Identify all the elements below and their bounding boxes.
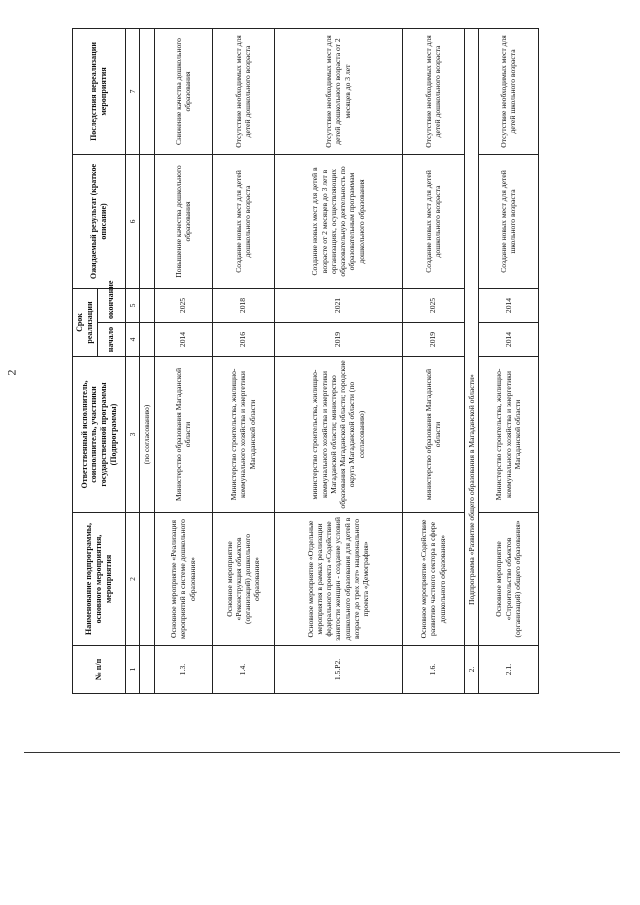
column-number: 3 xyxy=(126,357,140,513)
row-consequence: Отсутствие необходимых мест для детей дошкольного возраста от 2 месяцев до 3 лет xyxy=(274,28,402,154)
subprogram-row xyxy=(464,28,478,693)
header-name: Наименование подпрограммы, основного мероприятия, мероприятия xyxy=(73,513,126,646)
row-end: 2025 xyxy=(402,288,464,322)
column-number: 4 xyxy=(126,323,140,357)
subprogram-num: 2. xyxy=(464,646,478,694)
row-end: 2025 xyxy=(154,288,212,322)
row-result: Создание новых мест для детей дошкольного возраста xyxy=(212,154,274,288)
row-consequence: Отсутствие необходимых мест для детей школьного возраста xyxy=(478,28,538,154)
row-result: Создание новых мест для детей в возрасте от 2 месяцев до 3 лет в организациях, осуществляющих образовательную деятельность по образовательным программам дошкольного образования xyxy=(274,154,402,288)
column-number: 7 xyxy=(126,28,140,154)
row-name: Основное мероприятие «Реконструкция объектов (организаций) дошкольного образования» xyxy=(212,513,274,646)
header-row xyxy=(73,28,98,693)
column-number: 6 xyxy=(126,154,140,288)
column-number: 5 xyxy=(126,288,140,322)
row-name: Основное мероприятие «Реализация мероприятий в системе дошкольного образования» xyxy=(154,513,212,646)
row-result: Повышение качества дошкольного образования xyxy=(154,154,212,288)
row-start: 2014 xyxy=(478,323,538,357)
header-start: начало xyxy=(97,323,126,357)
row-end: 2014 xyxy=(478,288,538,322)
table-row xyxy=(154,28,212,693)
row-num: 2.1. xyxy=(478,646,538,694)
row-num: 1.3. xyxy=(154,646,212,694)
row-executor: Министерство образования Магаданской области xyxy=(154,357,212,513)
row-consequence: Отсутствие необходимых мест для детей дошкольного возраста xyxy=(212,28,274,154)
page-divider-line xyxy=(24,752,620,753)
header-end: окончание xyxy=(97,288,126,322)
row-executor: Министерство строительства, жилищно-коммунального хозяйства и энергетики Магаданской области xyxy=(478,357,538,513)
table-row xyxy=(274,28,402,693)
row-end: 2021 xyxy=(274,288,402,322)
row-name: Основное мероприятие «Содействие развитию частного сектора в сфере дошкольного образования» xyxy=(402,513,464,646)
row-start: 2016 xyxy=(212,323,274,357)
page-number: 2 xyxy=(4,369,19,376)
row-num: 1.5.Р2. xyxy=(274,646,402,694)
table-row xyxy=(478,28,538,693)
column-number-row xyxy=(126,28,140,693)
row-start: 2019 xyxy=(402,323,464,357)
row-executor: министерство образования Магаданской области xyxy=(402,357,464,513)
header-executor: Ответственный исполнитель, соисполнитель, участники государственной программы (Подпрограммы) xyxy=(73,357,126,513)
row-result: Создание новых мест для детей школьного возраста xyxy=(478,154,538,288)
row-name: Основное мероприятие «Отдельные мероприятия в рамках реализации федерального проекта «Содействие занятости женщин - создание условий дошкольного образования для детей в возрасте до трех лет» национального проекта «Демография» xyxy=(274,513,402,646)
continuation-note: (по согласованию) xyxy=(140,357,154,513)
events-table xyxy=(72,28,539,694)
subprogram-title: Подпрограмма «Развитие общего образования в Магаданской области» xyxy=(464,28,478,645)
row-executor: министерство строительства, жилищно-коммунального хозяйства и энергетики Магаданской области; министерство образования Магаданской области; городские округа Магаданской области (по согласованию) xyxy=(274,357,402,513)
continuation-row xyxy=(140,28,154,693)
header-num: № п/п xyxy=(73,646,126,694)
row-name: Основное мероприятие «Строительство объектов (организаций) общего образования» xyxy=(478,513,538,646)
row-end: 2018 xyxy=(212,288,274,322)
row-consequence: Отсутствие необходимых мест для детей дошкольного возраста xyxy=(402,28,464,154)
table-row xyxy=(212,28,274,693)
column-number: 1 xyxy=(126,646,140,694)
row-num: 1.4. xyxy=(212,646,274,694)
row-result: Создание новых мест для детей дошкольного возраста xyxy=(402,154,464,288)
row-start: 2019 xyxy=(274,323,402,357)
row-start: 2014 xyxy=(154,323,212,357)
row-consequence: Снижение качества дошкольного образования xyxy=(154,28,212,154)
column-number: 2 xyxy=(126,513,140,646)
header-consequence: Последствия нереализации мероприятия xyxy=(73,28,126,154)
rotated-table-container xyxy=(72,29,572,694)
header-result: Ожидаемый результат (краткое описание) xyxy=(73,154,126,288)
row-executor: Министерство строительства, жилищно-коммунального хозяйства и энергетики Магаданской области xyxy=(212,357,274,513)
header-term: Срок реализации xyxy=(73,288,98,356)
table-row xyxy=(402,28,464,693)
row-num: 1.6. xyxy=(402,646,464,694)
